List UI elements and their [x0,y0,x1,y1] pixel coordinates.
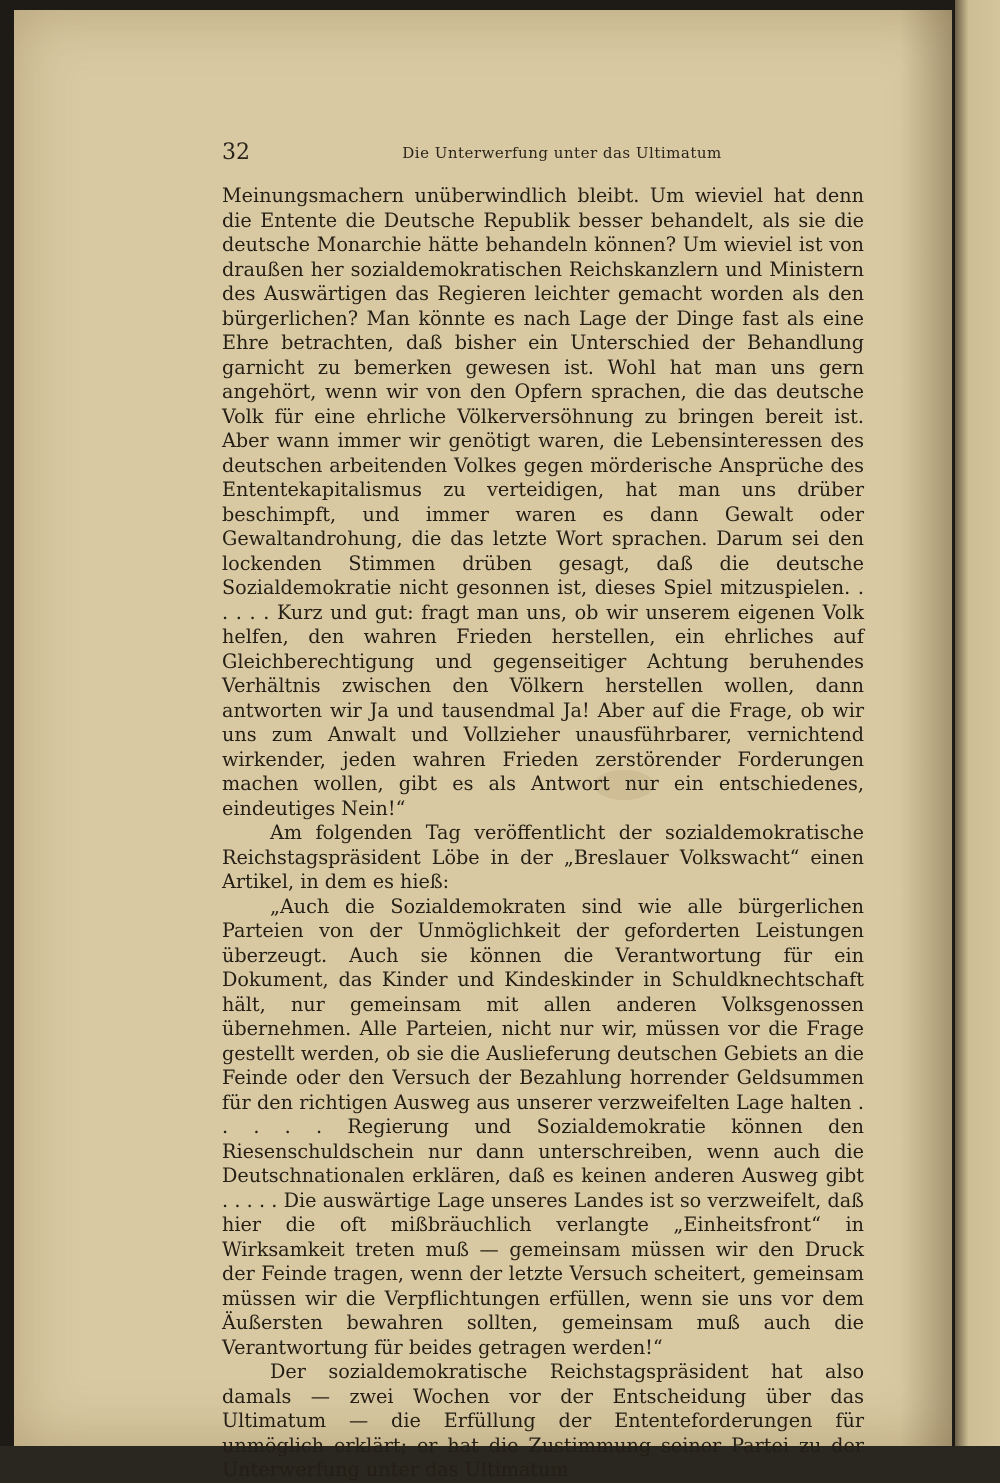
quote-paragraph: „Auch die Sozialdemokraten sind wie alle bürgerlichen Parteien von der Unmöglichkeit der geforderten Leistungen überzeugt. Auch sie können die Verantwortung für ein Dokument, das Kinder und Kindeskinder in Schuldknechtschaft hält, nur gemeinsam mit allen anderen Volksgenossen übernehmen. Alle Parteien, nicht nur wir, müssen vor die Frage gestellt werden, ob sie die Auslieferung deutschen Gebiets an die Feinde oder den Versuch der Bezahlung horrender Geldsummen für den richtigen Ausweg aus unserer verzweifelten Lage halten . . . . . Regierung und Sozialdemokratie können den Riesenschuldschein nur dann unterschreiben, wenn auch die Deutschnationalen erklären, daß es keinen anderen Ausweg gibt . . . . . Die auswärtige Lage unseres Landes ist so verzweifelt, daß hier die oft mißbräuchlich verlangte „Einheitsfront“ in Wirksamkeit treten muß — gemeinsam müssen wir den Druck der Feinde tragen, wenn der letzte Versuch scheitert, gemeinsam müssen wir die Verpflichtungen erfüllen, wenn sie uns vor dem Äußersten bewahren sollten, gemeinsam muß auch die Verantwortung für beides getragen werden!“ [222,894,864,1359]
page-header [222,140,862,170]
binding-shadow [900,10,952,1446]
paragraph: Der sozialdemokratische Reichstagspräsident hat also damals — zwei Wochen vor der Entscheidung über das Ultimatum — die Erfüllung der Ententeforderungen für unmöglich erklärt; er hat die Zustimmung seiner Partei zu der Unterwerfung unter das Ultimatum [222,1360,864,1481]
body-text [222,184,864,1483]
next-page-edge [955,0,1000,1446]
paragraph: Meinungsmachern unüberwindlich bleibt. Um wieviel hat denn die Entente die Deutsche Republik besser behandelt, als sie die deutsche Monarchie hätte behandeln können? Um wieviel ist von draußen her sozialdemokratischen Reichskanzlern und Ministern des Auswärtigen das Regieren leichter gemacht worden als den bürgerlichen? Man könnte es nach Lage der Dinge fast als eine Ehre betrachten, daß bisher ein Unterschied der Behandlung garnicht zu bemerken gewesen ist. Wohl hat man uns gern angehört, wenn wir von den Opfern sprachen, die das deutsche Volk für eine ehrliche Völkerversöhnung zu bringen bereit ist. Aber wann immer wir genötigt waren, die Lebensinteressen des deutschen arbeitenden Volkes gegen mörderische Ansprüche des Ententekapitalismus zu verteidigen, hat man uns drüber beschimpft, und immer waren es dann Gewalt oder Gewaltandrohung, die das letzte Wort sprachen. Darum sei den lockenden Stimmen drüben gesagt, daß die deutsche Sozialdemokratie nicht gesonnen ist, dieses Spiel mitzuspielen. . . . . . Kurz und gut: fragt man uns, ob wir unserem eigenen Volk helfen, den wahren Frieden herstellen, ein ehrliches auf Gleichberechtigung und gegenseitiger Achtung beruhendes Verhältnis zwischen den Völkern herstellen wollen, dann antworten wir Ja und tausendmal Ja! Aber auf die Frage, ob wir uns zum Anwalt und Vollzieher unausführbarer, vernichtend wirkender, jeden wahren Frieden zerstörender Forderungen machen wollen, gibt es als Antwort nur ein entschiedenes, eindeutiges Nein!“ [222,184,864,820]
paragraph: Am folgenden Tag veröffentlicht der sozialdemokratische Reichstagspräsident Löbe in der „Breslauer Volkswacht“ einen Artikel, in dem es hieß: [222,821,864,893]
page-number: 32 [222,140,250,165]
running-head: Die Unterwerfung unter das Ultimatum [402,144,722,162]
